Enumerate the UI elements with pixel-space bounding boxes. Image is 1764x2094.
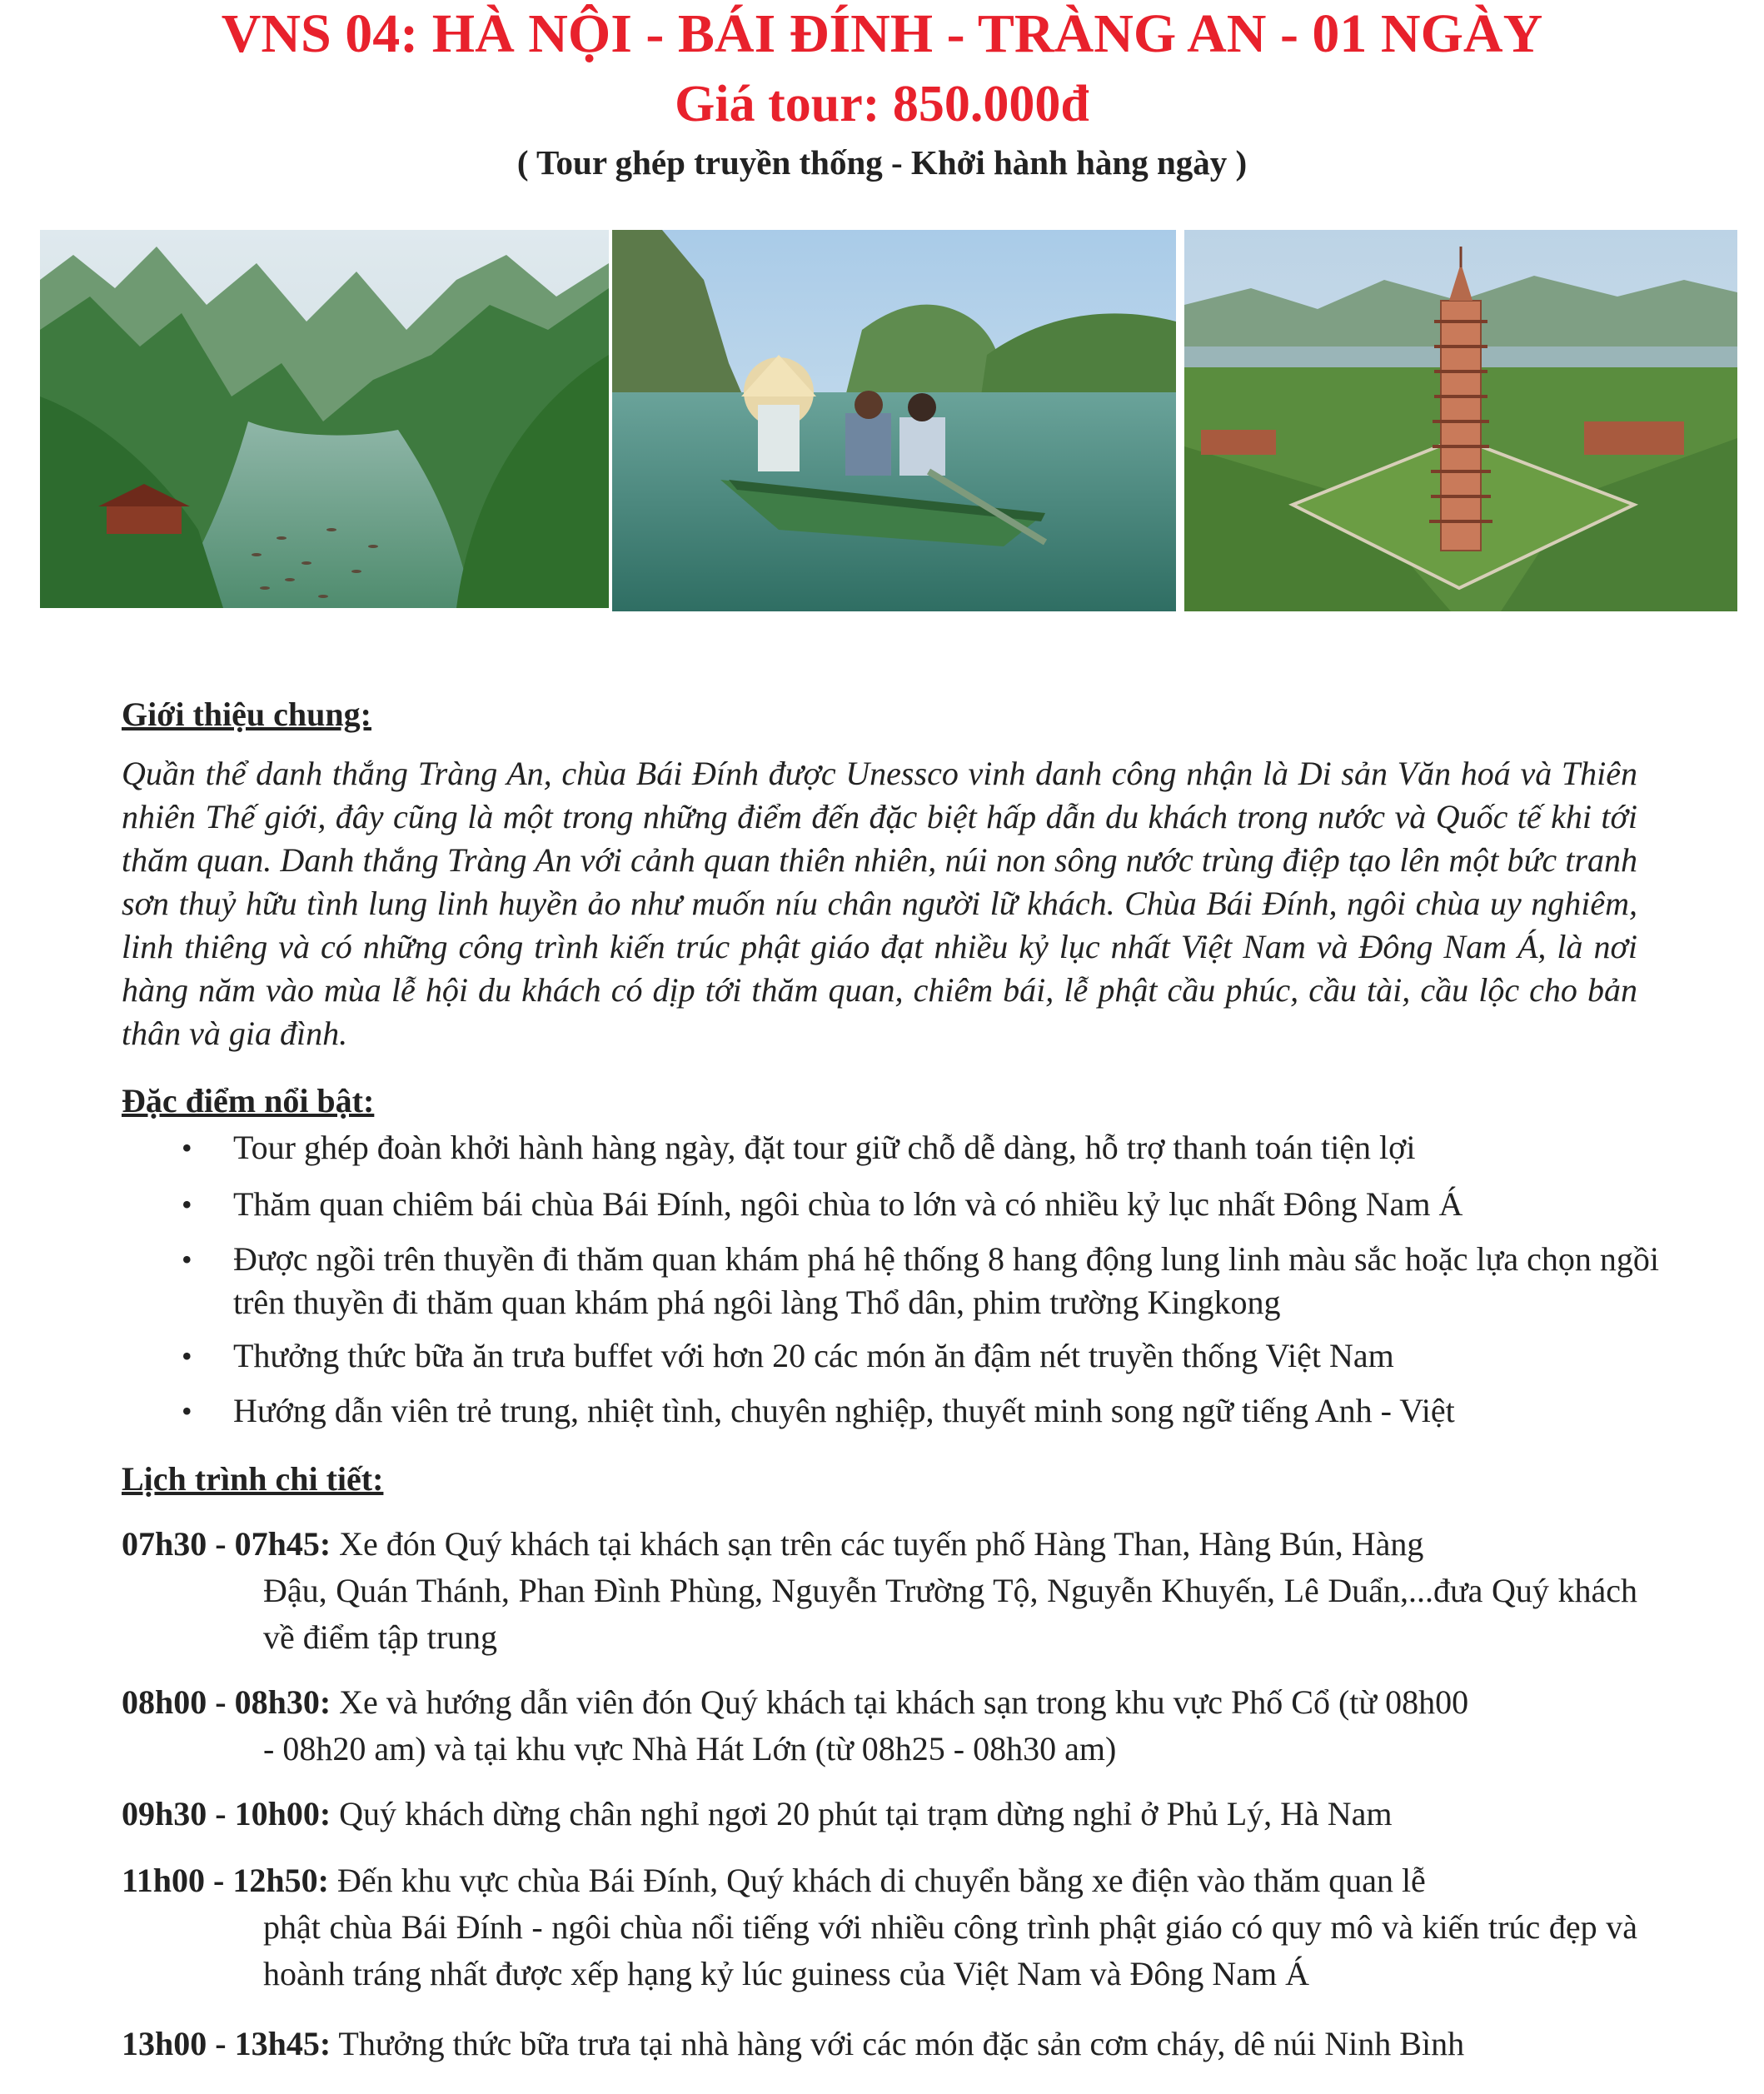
schedule-text: Xe và hướng dẫn viên đón Quý khách tại khách sạn trong khu vực Phố Cổ (từ 08h00 xyxy=(331,1683,1469,1721)
schedule-text: Thưởng thức bữa trưa tại nhà hàng với các món đặc sản cơm cháy, dê núi Ninh Bình xyxy=(331,2025,1465,2062)
bullet-icon: • xyxy=(182,1243,192,1276)
feature-item xyxy=(122,1238,1671,1324)
schedule-item xyxy=(122,2021,1637,2067)
schedule-item xyxy=(122,1791,1637,1837)
bullet-icon: • xyxy=(182,1131,192,1164)
schedule-time: 07h30 - 07h45: xyxy=(122,1525,331,1563)
feature-item xyxy=(122,1126,1671,1169)
schedule-time: 08h00 - 08h30: xyxy=(122,1683,331,1721)
schedule-item xyxy=(122,1679,1637,1772)
features-heading: Đặc điểm nổi bật: xyxy=(122,1082,375,1119)
schedule-text: Xe đón Quý khách tại khách sạn trên các tuyến phố Hàng Than, Hàng Bún, Hàng xyxy=(331,1525,1424,1563)
feature-text: Hướng dẫn viên trẻ trung, nhiệt tình, chuyên nghiệp, thuyết minh song ngữ tiếng Anh - Việt xyxy=(233,1392,1455,1429)
tour-subtitle: ( Tour ghép truyền thống - Khởi hành hàng ngày ) xyxy=(516,143,1248,182)
bullet-icon: • xyxy=(182,1394,192,1428)
schedule-time: 13h00 - 13h45: xyxy=(122,2025,331,2062)
schedule-item xyxy=(122,1857,1637,1997)
bullet-icon: • xyxy=(182,1188,192,1221)
intro-paragraph: Quần thể danh thắng Tràng An, chùa Bái Đính được Unessco vinh danh công nhận là Di sản Văn hoá và Thiên nhiên Thế giới, đây cũng là một trong những điểm đến đặc biệt hấp dẫn du khách trong nước và Quốc tế khi tới thăm quan. Danh thắng Tràng An với cảnh quan thiên nhiên, núi non sông nước trùng điệp tạo lên một bức tranh sơn thuỷ hữu tình lung linh huyền ảo như muốn níu chân người lữ khách. Chùa Bái Đính, ngôi chùa uy nghiêm, linh thiêng và có những công trình kiến trúc phật giáo đạt nhiều kỷ lục nhất Việt Nam và Đông Nam Á, là nơi hàng năm vào mùa lễ hội du khách có dịp tới thăm quan, chiêm bái, lễ phật cầu phúc, cầu tài, cầu lộc cho bản thân và gia đình. xyxy=(122,755,1637,1052)
bai-dinh-pagoda-photo xyxy=(1184,230,1737,611)
bullet-icon: • xyxy=(182,1339,192,1373)
schedule-text-continued: phật chùa Bái Đính - ngôi chùa nổi tiếng với nhiều công trình phật giáo có quy mô và kiến trúc đẹp và hoành tráng nhất được xếp hạng kỷ lúc guiness của Việt Nam và Đông Nam Á xyxy=(263,1908,1637,1992)
tour-title: VNS 04: HÀ NỘI - BÁI ĐÍNH - TRÀNG AN - 01 NGÀY xyxy=(221,3,1543,64)
schedule-text-continued: - 08h20 am) và tại khu vực Nhà Hát Lớn (từ 08h25 - 08h30 am) xyxy=(263,1730,1117,1767)
boat-river-photo xyxy=(612,230,1176,611)
schedule-time: 09h30 - 10h00: xyxy=(122,1795,331,1832)
tour-price: Giá tour: 850.000đ xyxy=(675,76,1089,132)
feature-text: Thưởng thức bữa ăn trưa buffet với hơn 20 các món ăn đậm nét truyền thống Việt Nam xyxy=(233,1337,1394,1374)
schedule-text: Đến khu vực chùa Bái Đính, Quý khách di chuyển bằng xe điện vào thăm quan lễ xyxy=(328,1862,1426,1899)
feature-text: Được ngồi trên thuyền đi thăm quan khám phá hệ thống 8 hang động lung linh màu sắc hoặc lựa chọn ngồi trên thuyền đi thăm quan khám phá ngôi làng Thổ dân, phim trường Kingkong xyxy=(233,1240,1659,1321)
feature-item xyxy=(122,1389,1671,1433)
schedule-time: 11h00 - 12h50: xyxy=(122,1862,329,1899)
feature-text: Tour ghép đoàn khởi hành hàng ngày, đặt tour giữ chỗ dễ dàng, hỗ trợ thanh toán tiện lợi xyxy=(233,1129,1416,1166)
schedule-heading: Lịch trình chi tiết: xyxy=(122,1460,384,1498)
schedule-text-continued: Đậu, Quán Thánh, Phan Đình Phùng, Nguyễn Trường Tộ, Nguyễn Khuyến, Lê Duẩn,...đưa Quý khách về điểm tập trung xyxy=(263,1572,1637,1656)
trang-an-river-photo xyxy=(40,230,609,608)
feature-item xyxy=(122,1334,1671,1378)
intro-heading: Giới thiệu chung: xyxy=(122,696,371,733)
schedule-text: Quý khách dừng chân nghỉ ngơi 20 phút tại trạm dừng nghỉ ở Phủ Lý, Hà Nam xyxy=(331,1795,1393,1832)
feature-item xyxy=(122,1183,1671,1226)
schedule-item xyxy=(122,1521,1637,1661)
features-list xyxy=(122,1126,1671,1433)
feature-text: Thăm quan chiêm bái chùa Bái Đính, ngôi chùa to lớn và có nhiều kỷ lục nhất Đông Nam Á xyxy=(233,1185,1463,1223)
